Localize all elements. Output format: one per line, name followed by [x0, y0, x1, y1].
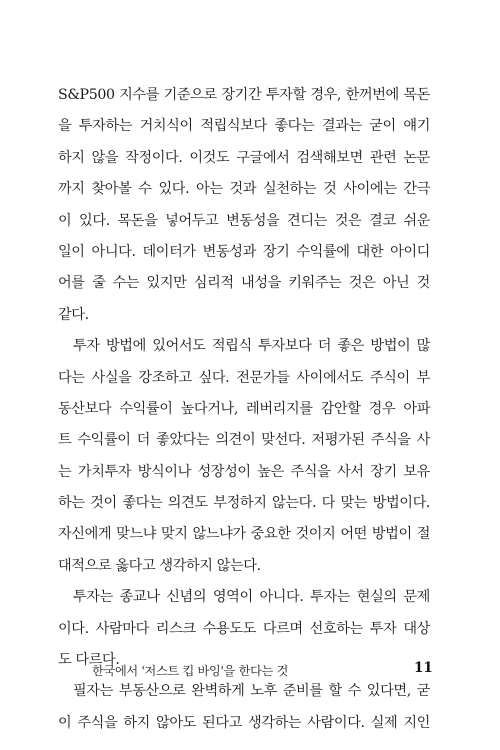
- text-line: 하는 것이 좋다는 의견도 부정하지 않는다. 다 맞는 방법이다.: [58, 495, 430, 512]
- text-line: 하지 않을 작정이다. 이것도 구글에서 검색해보면 관련 논문: [58, 149, 430, 166]
- text-line: 필자는 부동산으로 완벽하게 노후 준비를 할 수 있다면, 굳: [73, 683, 430, 700]
- text-line: 일이 아니다. 데이터가 변동성과 장기 수익률에 대한 아이디: [58, 243, 430, 260]
- text-line: 대적으로 옳다고 생각하지 않는다.: [58, 557, 261, 574]
- text-line: 트 수익률이 더 좋았다는 의견이 맞선다. 저평가된 주식을 사: [58, 432, 430, 449]
- text-line: 까지 찾아볼 수 있다. 아는 것과 실천하는 것 사이에는 간극: [58, 181, 430, 198]
- text-line: 는 가치투자 방식이나 성장성이 높은 주식을 사서 장기 보유: [58, 463, 430, 480]
- text-line: 다는 사실을 강조하고 싶다. 전문가들 사이에서도 주식이 부: [58, 369, 430, 386]
- text-line: 이 있다. 목돈을 넣어두고 변동성을 견디는 것은 결코 쉬운: [58, 212, 430, 229]
- text-line: 이 주식을 하지 않아도 된다고 생각하는 사람이다. 실제 지인: [58, 714, 430, 731]
- text-line: 같다.: [58, 306, 89, 323]
- text-line: 자신에게 맞느냐 맞지 않느냐가 중요한 것이지 어떤 방법이 절: [58, 526, 430, 543]
- running-title: 한국에서 '저스트 킵 바잉'을 한다는 것: [92, 664, 289, 678]
- text-line: 을 투자하는 거치식이 적립식보다 좋다는 결과는 굳이 얘기: [58, 118, 430, 135]
- text-line: 투자 방법에 있어서도 적립식 투자보다 더 좋은 방법이 많: [73, 338, 430, 355]
- body-text: [58, 80, 430, 739]
- text-line: 투자는 종교나 신념의 영역이 아니다. 투자는 현실의 문제: [73, 589, 430, 606]
- page-number: 11: [414, 660, 433, 676]
- text-line: 이다. 사람마다 리스크 수용도도 다르며 선호하는 투자 대상: [58, 620, 430, 637]
- text-line: 어를 줄 수는 있지만 심리적 내성을 키워주는 것은 아닌 것: [58, 275, 430, 292]
- text-line: 동산보다 수익률이 높다거나, 레버리지를 감안할 경우 아파: [58, 400, 430, 417]
- text-line: 도 다르다.: [58, 652, 120, 669]
- text-line: S&P500 지수를 기준으로 장기간 투자할 경우, 한꺼번에 목돈: [58, 87, 430, 103]
